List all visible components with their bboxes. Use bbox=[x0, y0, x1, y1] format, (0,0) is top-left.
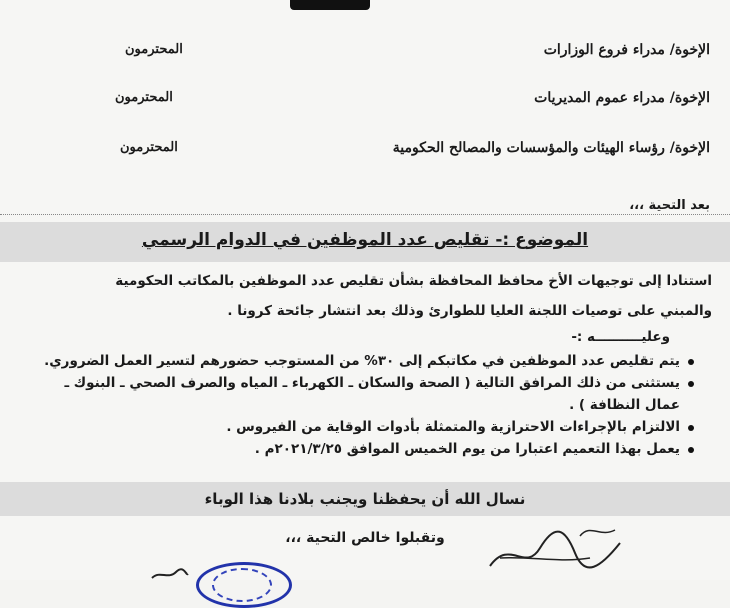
body-paragraph-line-2: والمبني على توصيات اللجنة العليا للطوارئ وذلك بعد انتشار جائحة كرونا . bbox=[227, 303, 712, 319]
list-item: الالتزام بالإجراءات الاحترازية والمتمثلة بأدوات الوقاية من الفيروس . bbox=[28, 416, 694, 438]
list-item: يستثنى من ذلك المرافق التالية ( الصحة والسكان ـ الكهرباء ـ المياه والصرف الصحي ـ البنوك ـ عمال النظافة ) . bbox=[28, 372, 694, 416]
therefore-label: وعليــــــــــه :- bbox=[571, 329, 670, 345]
list-item: يتم تقليص عدد الموظفين في مكاتبكم إلى ٣٠% من المستوجب حضورهم لتسير العمل الضروري. bbox=[28, 350, 694, 372]
list-item: يعمل بهذا التعميم اعتبارا من يوم الخميس الموافق ٢٠٢١/٣/٢٥م . bbox=[28, 438, 694, 460]
recipient-row-3 bbox=[20, 140, 710, 164]
recipient-name: الإخوة/ مدراء عموم المديريات bbox=[534, 90, 710, 106]
recipient-honorific: المحترمون bbox=[115, 90, 173, 105]
greeting: بعد التحية ،،، bbox=[629, 198, 710, 213]
body-paragraph-line-1: استنادا إلى توجيهات الأخ محافظ المحافظة بشأن تقليص عدد الموظفين بالمكاتب الحكومية bbox=[115, 273, 712, 289]
stamp-inner-ring-icon bbox=[212, 568, 272, 602]
bullet-icon bbox=[688, 381, 694, 387]
header-tab-fragment bbox=[290, 0, 370, 10]
bullet-icon bbox=[688, 425, 694, 431]
signature-icon bbox=[480, 518, 630, 578]
bullet-icon bbox=[688, 447, 694, 453]
closing-prayer: نسال الله أن يحفظنا ويجنب بلادنا هذا الوباء bbox=[204, 490, 526, 508]
recipient-honorific: المحترمون bbox=[120, 140, 178, 155]
subject-heading: الموضوع :- تقليص عدد الموظفين في الدوام الرسمي bbox=[141, 230, 589, 250]
dotted-divider bbox=[0, 214, 730, 216]
recipient-row-2 bbox=[20, 90, 710, 114]
recipient-honorific: المحترمون bbox=[125, 42, 183, 57]
recipient-name: الإخوة/ رؤساء الهيئات والمؤسسات والمصالح الحكومية bbox=[392, 140, 710, 156]
recipient-name: الإخوة/ مدراء فروع الوزارات bbox=[543, 42, 710, 58]
bullet-icon bbox=[688, 359, 694, 365]
sign-off: وتقبلوا خالص التحية ،،، bbox=[285, 530, 445, 546]
directive-list bbox=[28, 350, 712, 460]
recipient-row-1 bbox=[20, 42, 710, 66]
